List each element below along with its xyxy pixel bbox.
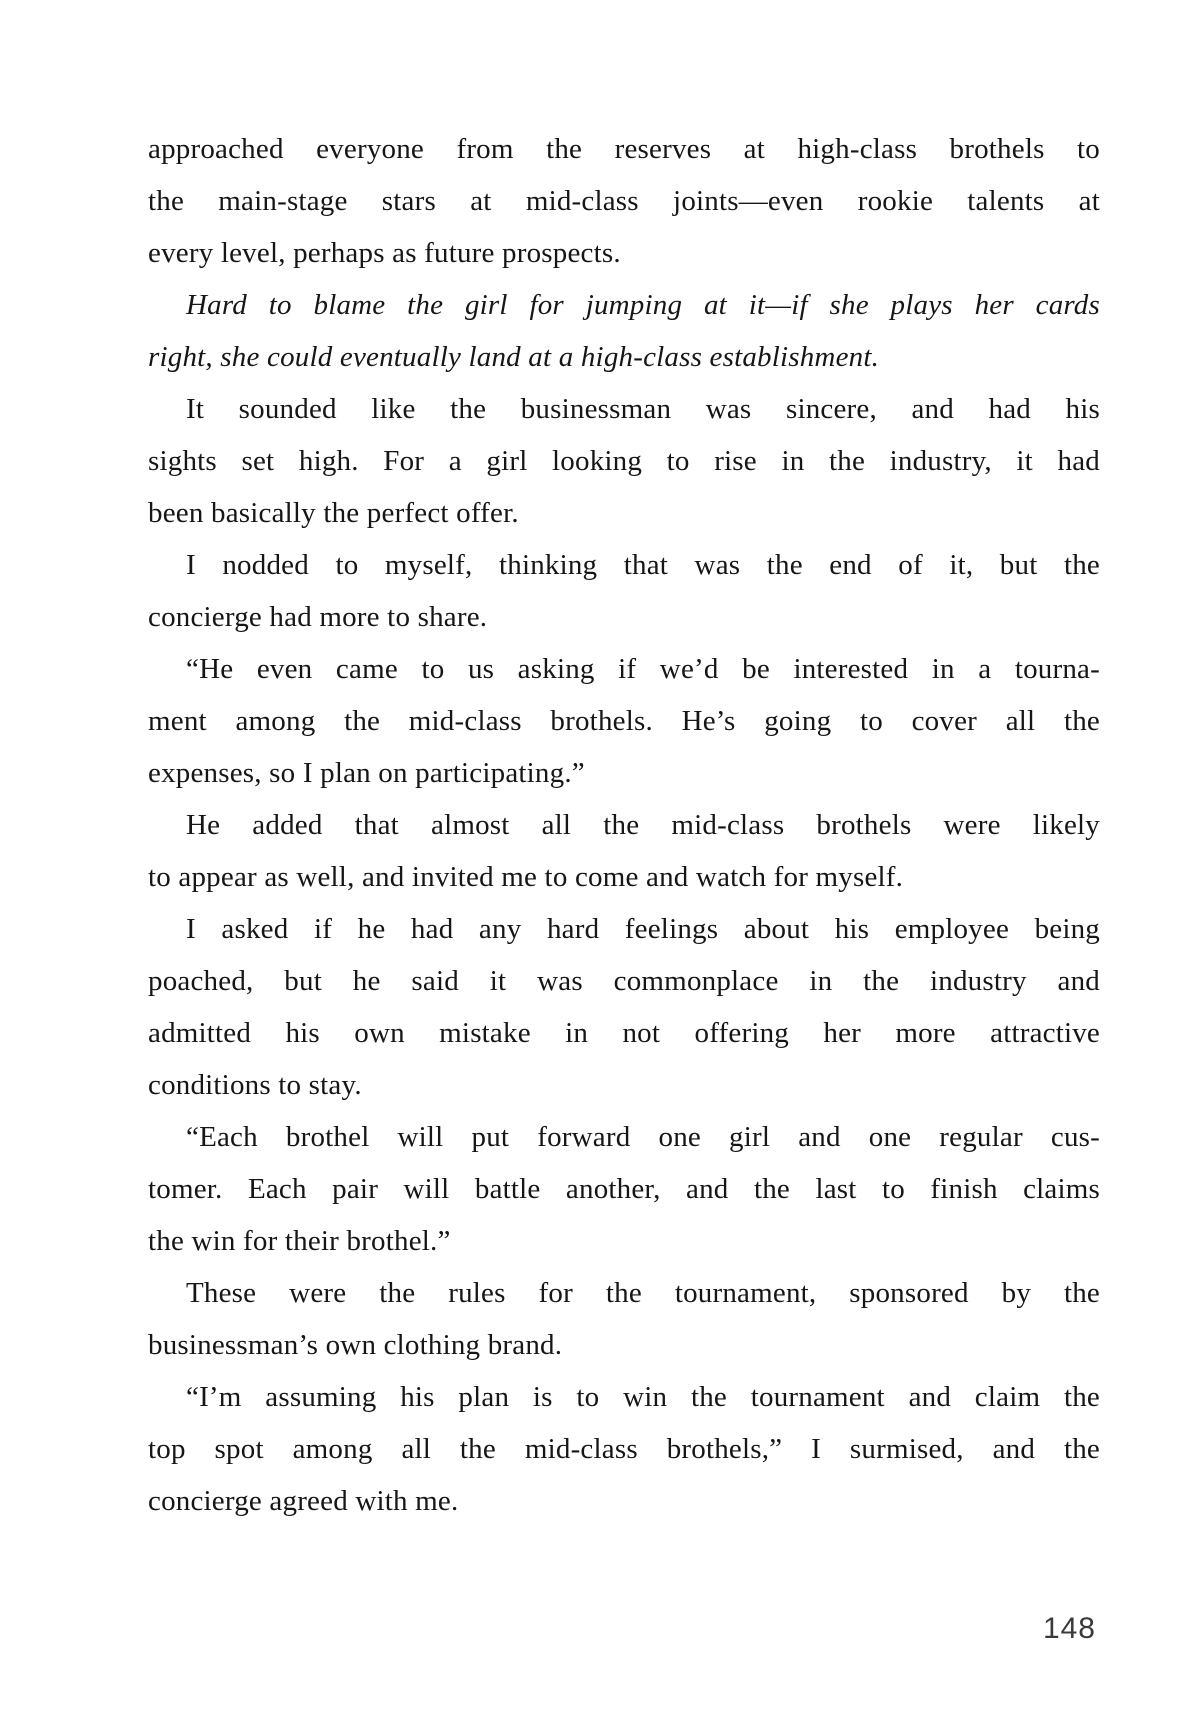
text-line: been basically the perfect offer. [148,497,519,529]
text-line: Hard to blame the girl for jumping at it—if she plays her cards [186,289,1100,321]
paragraph [148,1111,1100,1267]
paragraph [148,383,1100,539]
text-line: top spot among all the mid-class brothels,” I surmised, and the [148,1433,1100,1465]
paragraph [148,539,1100,643]
text-line: He added that almost all the mid-class brothels were likely [186,809,1100,841]
text-line: poached, but he said it was commonplace in the industry and [148,965,1100,997]
text-line: I asked if he had any hard feelings about his employee being [186,913,1100,945]
text-line: sights set high. For a girl looking to rise in the industry, it had [148,445,1100,477]
text-line: tomer. Each pair will battle another, and the last to finish claims [148,1173,1100,1205]
text-line: businessman’s own clothing brand. [148,1329,563,1361]
paragraph [148,1267,1100,1371]
text-line: admitted his own mistake in not offering her more attractive [148,1017,1100,1049]
text-line: the main-stage stars at mid-class joints—even rookie talents at [148,185,1100,217]
page-number: 148 [1042,1612,1096,1645]
paragraph [148,1371,1100,1527]
text-line: ment among the mid-class brothels. He’s going to cover all the [148,705,1100,737]
text-line: the win for their brothel.” [148,1225,451,1257]
text-line: It sounded like the businessman was sincere, and had his [186,393,1100,425]
text-line: conditions to stay. [148,1069,362,1101]
text-line: These were the rules for the tournament, sponsored by the [186,1277,1100,1309]
text-line: every level, perhaps as future prospects. [148,237,621,269]
text-line: right, she could eventually land at a high-class establishment. [148,341,880,373]
text-line: expenses, so I plan on participating.” [148,757,585,789]
text-line: approached everyone from the reserves at high-class brothels to [148,133,1100,165]
text-line: I nodded to myself, thinking that was the end of it, but the [186,549,1100,581]
paragraph [148,643,1100,799]
paragraph [148,903,1100,1111]
text-line: “I’m assuming his plan is to win the tournament and claim the [186,1381,1100,1413]
text-line: concierge had more to share. [148,601,488,633]
text-line: “He even came to us asking if we’d be interested in a tourna- [186,653,1100,685]
paragraph [148,799,1100,903]
text-line: concierge agreed with me. [148,1485,459,1517]
text-block [148,123,1100,1527]
text-line: to appear as well, and invited me to come and watch for myself. [148,861,904,893]
paragraph [148,123,1100,279]
paragraph [148,279,1100,383]
text-line: “Each brothel will put forward one girl and one regular cus- [186,1121,1100,1153]
